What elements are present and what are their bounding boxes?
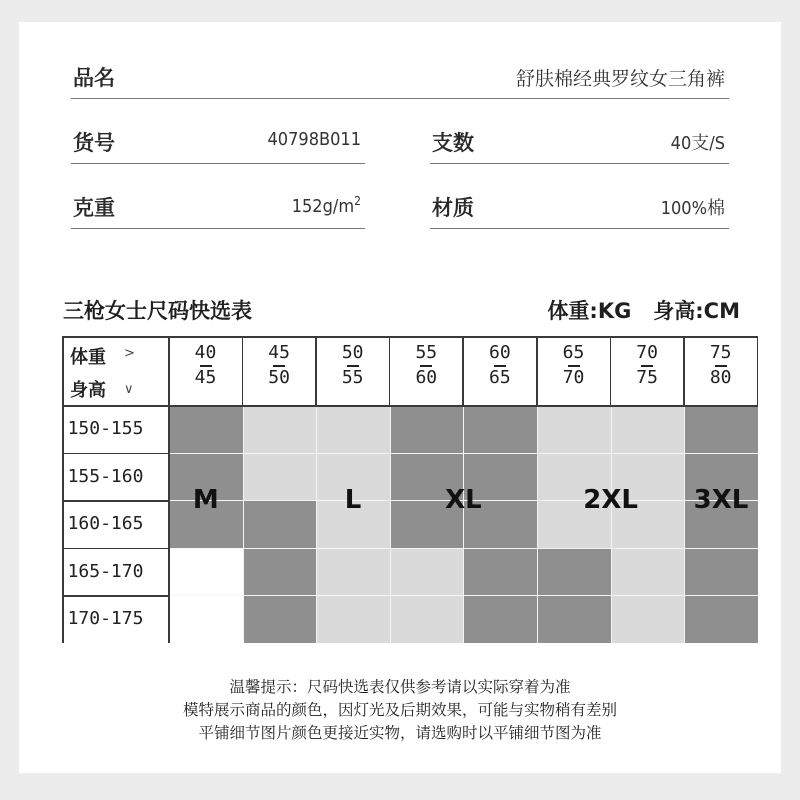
count-label: 支数 bbox=[432, 131, 474, 155]
size-table-title: 三枪女士尺码快选表 bbox=[63, 299, 252, 323]
weight-range-start: 40 bbox=[194, 342, 217, 363]
size-cell bbox=[169, 595, 243, 643]
grid-line bbox=[463, 405, 464, 643]
size-label-l: L bbox=[344, 485, 362, 516]
size-cell bbox=[243, 500, 317, 548]
size-cell bbox=[243, 453, 317, 501]
note-line: 温馨提示：尺码快选表仅供参考请以实际穿着为准 bbox=[229, 678, 571, 696]
size-cell bbox=[684, 548, 758, 596]
size-cell bbox=[537, 595, 611, 643]
weight-range-end: 80 bbox=[709, 367, 732, 388]
weight-range-end: 45 bbox=[194, 367, 217, 388]
size-cell bbox=[611, 548, 685, 596]
size-cell bbox=[316, 548, 390, 596]
notes bbox=[19, 676, 781, 745]
grid-border bbox=[62, 500, 169, 502]
grid-border bbox=[62, 595, 169, 597]
note-line: 模特展示商品的颜色，因灯光及后期效果，可能与实物稍有差别 bbox=[182, 701, 617, 719]
weight-range-end: 65 bbox=[489, 367, 511, 388]
grid-line bbox=[684, 405, 685, 643]
size-cell bbox=[684, 405, 758, 453]
height-row-label: 165-170 bbox=[67, 560, 144, 582]
weight-column-header bbox=[463, 342, 536, 389]
info-row-material bbox=[430, 188, 729, 229]
weight-range-end: 70 bbox=[562, 367, 585, 388]
grid-border bbox=[62, 405, 758, 407]
size-cell bbox=[611, 595, 685, 643]
size-cell bbox=[390, 548, 464, 596]
size-cell bbox=[243, 595, 317, 643]
size-label-2xl: 2XL bbox=[583, 485, 638, 516]
size-table-units: 体重:KG 身高:CM bbox=[547, 299, 740, 323]
grid-border bbox=[62, 336, 758, 338]
weight-range-start: 70 bbox=[636, 342, 658, 363]
weight-range-start: 55 bbox=[415, 342, 438, 363]
weight-range-start: 50 bbox=[341, 342, 364, 363]
grid-line bbox=[537, 405, 538, 643]
product-card bbox=[19, 22, 781, 773]
material-label: 材质 bbox=[432, 196, 474, 220]
grid-line bbox=[316, 405, 317, 643]
weight-column-header bbox=[243, 342, 316, 389]
weight-value: 152g/m bbox=[291, 196, 355, 217]
size-cell bbox=[169, 405, 243, 453]
grid-line bbox=[390, 405, 391, 643]
grid-line bbox=[611, 405, 612, 643]
item-no-value: 40798B011 bbox=[267, 129, 361, 150]
weight-range-end: 75 bbox=[636, 367, 658, 388]
weight-axis-head: 体重 bbox=[70, 347, 106, 368]
height-row-label: 170-175 bbox=[67, 608, 144, 630]
grid-border bbox=[168, 405, 170, 643]
grid-line bbox=[169, 453, 758, 454]
size-cell bbox=[537, 405, 611, 453]
weight-column-header bbox=[390, 342, 463, 389]
height-row-label: 155-160 bbox=[67, 465, 144, 487]
size-cell bbox=[463, 595, 537, 643]
size-cell bbox=[390, 405, 464, 453]
name-label: 品名 bbox=[73, 66, 115, 90]
grid-border bbox=[62, 453, 169, 455]
weight-column-header bbox=[684, 342, 757, 389]
size-label-m: M bbox=[192, 485, 219, 516]
size-label-xl: XL bbox=[445, 485, 482, 516]
grid-line bbox=[243, 405, 244, 643]
size-grid bbox=[62, 336, 749, 643]
item-no-label: 货号 bbox=[73, 131, 115, 155]
weight-label: 克重 bbox=[73, 196, 115, 220]
height-row-label: 160-165 bbox=[67, 513, 144, 535]
weight-range-start: 45 bbox=[268, 342, 290, 363]
size-cell bbox=[684, 595, 758, 643]
weight-range-end: 50 bbox=[268, 367, 290, 388]
size-cell bbox=[463, 548, 537, 596]
weight-superscript: 2 bbox=[354, 194, 361, 208]
weight-column-header bbox=[537, 342, 610, 389]
size-cell bbox=[390, 595, 464, 643]
height-axis-head: 身高 bbox=[70, 380, 106, 401]
size-cell bbox=[169, 548, 243, 596]
weight-column-header bbox=[169, 342, 242, 389]
size-cell bbox=[537, 548, 611, 596]
material-value: 100%棉 bbox=[660, 198, 725, 219]
weight-range-start: 75 bbox=[709, 342, 732, 363]
weight-range-end: 60 bbox=[415, 367, 438, 388]
grid-border bbox=[62, 336, 64, 643]
weight-range-start: 65 bbox=[562, 342, 585, 363]
size-label-3xl: 3XL bbox=[693, 485, 749, 516]
note-line: 平铺细节图片颜色更接近实物，请选购时以平铺细节图为准 bbox=[198, 724, 602, 742]
height-row-label: 150-155 bbox=[67, 418, 144, 439]
grid-line bbox=[169, 595, 758, 596]
weight-column-header bbox=[316, 342, 389, 389]
size-cell bbox=[611, 405, 685, 453]
grid-line bbox=[169, 548, 758, 549]
height-axis-arrow: ∨ bbox=[124, 382, 134, 397]
info-row-name bbox=[71, 58, 729, 99]
weight-value-wrap bbox=[292, 194, 361, 217]
info-row-weight bbox=[71, 188, 365, 229]
size-cell bbox=[243, 405, 317, 453]
size-cell bbox=[463, 405, 537, 453]
name-value: 舒肤棉经典罗纹女三角裤 bbox=[515, 68, 725, 90]
size-cell bbox=[316, 595, 390, 643]
weight-range-end: 55 bbox=[341, 367, 364, 388]
count-value: 40支/S bbox=[670, 133, 725, 154]
weight-column-header bbox=[611, 342, 684, 389]
info-row-count bbox=[430, 123, 729, 164]
weight-range-start: 60 bbox=[489, 342, 511, 363]
size-cell bbox=[243, 548, 317, 596]
size-cell bbox=[316, 405, 390, 453]
weight-axis-arrow: > bbox=[124, 346, 135, 361]
grid-border bbox=[62, 548, 169, 550]
info-row-item-no bbox=[71, 123, 365, 164]
